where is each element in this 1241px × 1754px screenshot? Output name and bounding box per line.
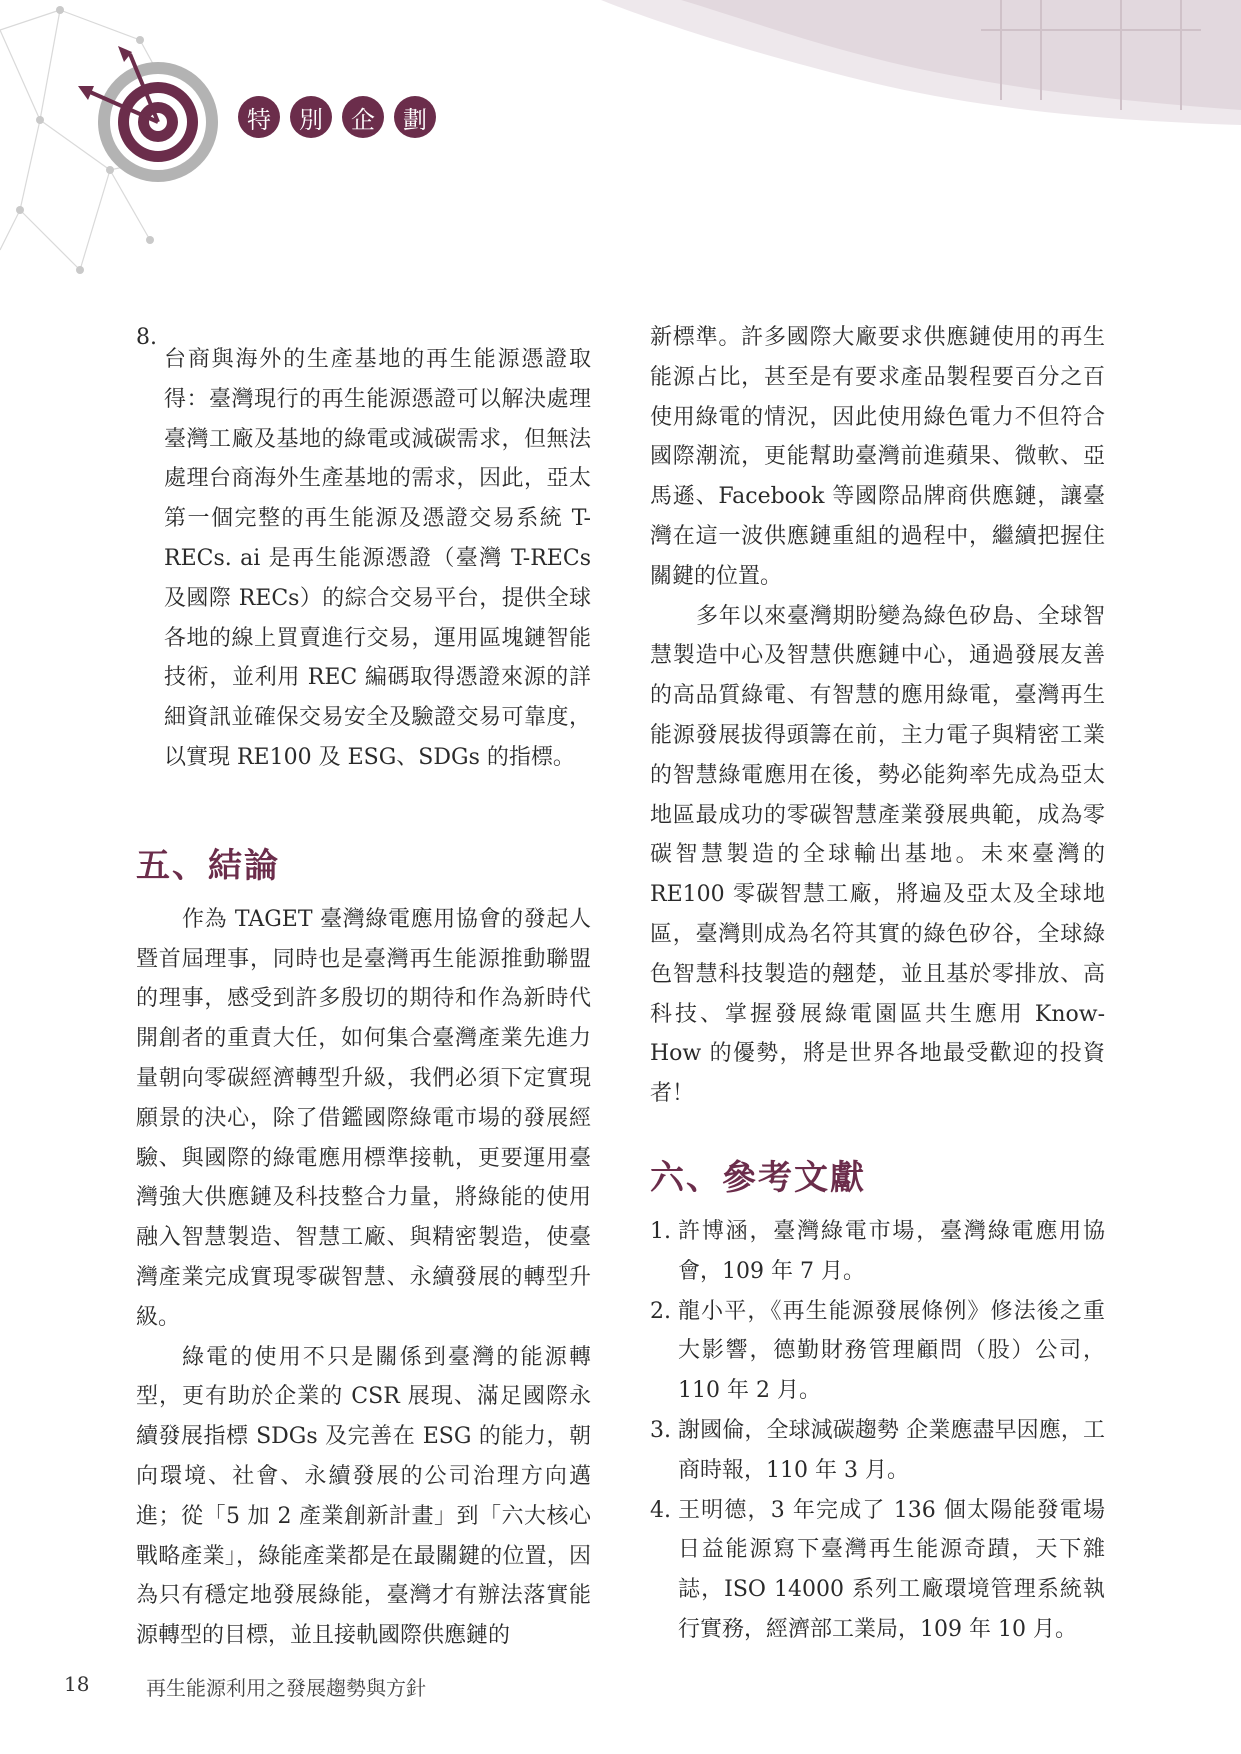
publication-title: 再生能源利用之發展趨勢與方針 <box>146 1676 426 1700</box>
badge-char: 企 <box>342 96 384 138</box>
target-icon <box>78 42 228 192</box>
reference-item <box>650 1212 1105 1292</box>
badge-char: 特 <box>238 96 280 138</box>
list-number: 8. <box>136 325 157 350</box>
reference-number: 2. <box>650 1298 671 1324</box>
list-item <box>136 318 591 800</box>
section-heading: 五、結論 <box>136 845 280 886</box>
paragraph: 綠電的使用不只是關係到臺灣的能源轉型，更有助於企業的 CSR 展現、滿足國際永續發展指標 SDGs 及完善在 ESG 的能力，朝向環境、社會、永續發展的公司治理方向邁進；從「5 加 2 產業創新計畫」到「六大核心戰略產業」，綠能產業都是在最關鍵的位置，因為只有穩定地發展綠能，臺灣才有辦法落實能源轉型的目標，並且接軌國際供應鏈的 <box>136 1344 591 1649</box>
reference-text: 許博涵，臺灣綠電市場，臺灣綠電應用協會，109 年 7 月。 <box>678 1218 1105 1284</box>
left-column <box>136 318 591 1656</box>
section-heading: 六、參考文獻 <box>650 1157 866 1198</box>
badge-char: 別 <box>290 96 332 138</box>
paragraph: 新標準。許多國際大廠要求供應鏈使用的再生能源占比，甚至是有要求產品製程要百分之百使用綠電的情況，因此使用綠色電力不但符合國際潮流，更能幫助臺灣前進蘋果、微軟、亞馬遜、Facebook 等國際品牌商供應鏈，讓臺灣在這一波供應鏈重組的過程中，繼續把握住關鍵的位置。 <box>650 325 1105 589</box>
reference-number: 1. <box>650 1218 671 1244</box>
reference-text: 王明德，3 年完成了 136 個太陽能發電場 日益能源寫下臺灣再生能源奇蹟，天下雜誌，ISO 14000 系列工廠環境管理系統執行實務，經濟部工業局，109 年 10 月。 <box>678 1497 1105 1642</box>
page-number: 18 <box>64 1672 90 1696</box>
reference-text: 謝國倫，全球減碳趨勢 企業應盡早因應，工商時報，110 年 3 月。 <box>678 1417 1105 1483</box>
section-badges <box>238 96 436 138</box>
list-text: 台商與海外的生產基地的再生能源憑證取得：臺灣現行的再生能源憑證可以解決處理臺灣工廠及基地的綠電或減碳需求，但無法處理台商海外生產基地的需求，因此，亞太第一個完整的再生能源及憑證交易系統 T-RECs. ai 是再生能源憑證（臺灣 T-RECs 及國際 RECs）的綜合交易平台，提供全球各地的線上買賣進行交易，運用區塊鏈智能技術，並利用 REC 編碼取得憑證來源的詳細資訊並確保交易安全及驗證交易可靠度，以實現 RE100 及 ESG、SDGs 的指標。 <box>164 347 591 770</box>
badge-char: 劃 <box>394 96 436 138</box>
reference-item <box>650 1292 1105 1411</box>
reference-text: 龍小平，《再生能源發展條例》修法後之重大影響，德勤財務管理顧問（股）公司，110 年 2 月。 <box>678 1298 1105 1404</box>
reference-item <box>650 1491 1105 1650</box>
paragraph: 多年以來臺灣期盼變為綠色矽島、全球智慧製造中心及智慧供應鏈中心，通過發展友善的高品質綠電、有智慧的應用綠電，臺灣再生能源發展拔得頭籌在前，主力電子與精密工業的智慧綠電應用在後，勢必能夠率先成為亞太地區最成功的零碳智慧產業發展典範，成為零碳智慧製造的全球輸出基地。未來臺灣的 RE100 零碳智慧工廠，將遍及亞太及全球地區，臺灣則成為名符其實的綠色矽谷，全球綠色智慧科技製造的翹楚，並且基於零排放、高科技、掌握發展綠電園區共生應用 Know-How 的優勢，將是世界各地最受歡迎的投資者！ <box>650 603 1105 1107</box>
header-wave-decoration <box>481 0 1241 130</box>
reference-number: 3. <box>650 1417 671 1443</box>
right-column <box>650 318 1105 1650</box>
reference-item <box>650 1411 1105 1491</box>
paragraph: 作為 TAGET 臺灣綠電應用協會的發起人暨首屆理事，同時也是臺灣再生能源推動聯盟的理事，感受到許多殷切的期待和作為新時代開創者的重責大任，如何集合臺灣產業先進力量朝向零碳經濟轉型升級，我們必須下定實現願景的決心，除了借鑑國際綠電市場的發展經驗、與國際的綠電應用標準接軌，更要運用臺灣強大供應鏈及科技整合力量，將綠能的使用融入智慧製造、智慧工廠、與精密製造，使臺灣產業完成實現零碳智慧、永續發展的轉型升級。 <box>136 906 591 1330</box>
reference-number: 4. <box>650 1497 671 1523</box>
